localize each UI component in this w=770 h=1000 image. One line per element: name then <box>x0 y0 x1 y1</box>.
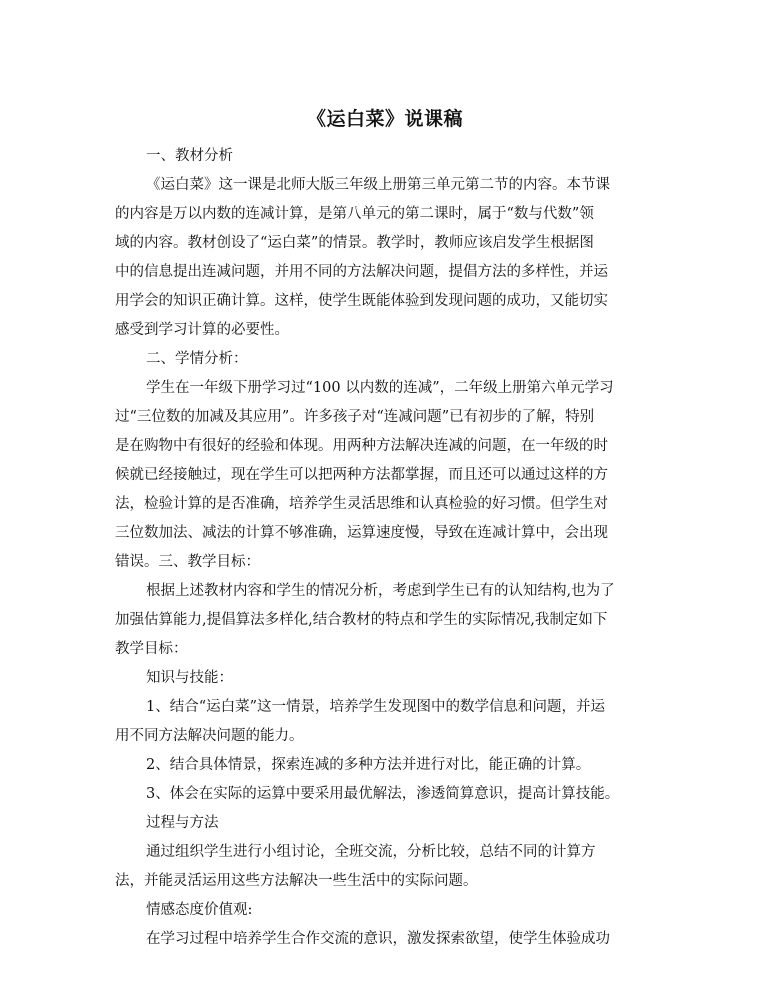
text-line: 用学会的知识正确计算。这样，使学生既能体验到发现问题的成功，又能切实 <box>115 293 608 309</box>
text-line: 过“三位数的加减及其应用”。许多孩子对“连减问题”已有初步的了解，特别 <box>115 409 595 425</box>
text-line: 3、体会在实际的运算中要采用最优解法，渗透简算意识，提高计算技能。 <box>146 786 620 802</box>
section-heading: 二、学情分析： <box>146 351 248 367</box>
text-line: 教学目标： <box>115 641 188 657</box>
text-line: 用不同方法解决问题的能力。 <box>115 728 304 744</box>
text-line: 在学习过程中培养学生合作交流的意识，激发探索欲望，使学生体验成功 <box>146 931 610 947</box>
text-line: 通过组织学生进行小组讨论，全班交流，分析比较，总结不同的计算方 <box>146 844 596 860</box>
subsection-heading: 知识与技能： <box>146 670 233 686</box>
text-line: 是在购物中有很好的经验和体现。用两种方法解决连减的问题，在一年级的时 <box>115 438 608 454</box>
text-line: 根据上述教材内容和学生的情况分析，考虑到学生已有的认知结构,也为了 <box>146 583 615 599</box>
text-line: 2、结合具体情景，探索连减的多种方法并进行对比，能正确的计算。 <box>146 757 591 773</box>
section-heading: 一、教材分析 <box>146 148 233 164</box>
text-line: 的内容是万以内数的连减计算，是第八单元的第二课时，属于“数与代数”领 <box>115 206 594 222</box>
text-line: 法，检验计算的是否准确，培养学生灵活思维和认真检验的好习惯。但学生对 <box>115 496 608 512</box>
text-line: 1、结合“运白菜”这一情景，培养学生发现图中的数学信息和问题，并运 <box>146 699 606 715</box>
page-title: 《运白菜》说课稿 <box>306 108 463 130</box>
text-line: 法，并能灵活运用这些方法解决一些生活中的实际问题。 <box>115 873 478 889</box>
text-line: 三位数加法、减法的计算不够准确，运算速度慢，导致在连减计算中，会出现 <box>115 525 608 541</box>
subsection-heading: 过程与方法 <box>146 815 219 831</box>
text-line: 中的信息提出连减问题，并用不同的方法解决问题，提倡方法的多样性，并运 <box>115 264 608 280</box>
text-line: 加强估算能力,提倡算法多样化,结合教材的特点和学生的实际情况,我制定如下 <box>115 612 608 628</box>
text-line: 《运白菜》这一课是北师大版三年级上册第三单元第二节的内容。本节课 <box>146 177 610 193</box>
subsection-heading: 情感态度价值观: <box>146 902 253 918</box>
text-line: 错误。三、教学目标： <box>115 554 260 570</box>
text-line: 域的内容。教材创设了“运白菜”的情景。教学时，教师应该启发学生根据图 <box>115 235 594 251</box>
text-line: 学生在一年级下册学习过“100 以内数的连减”，二年级上册第六单元学习 <box>146 380 614 396</box>
text-line: 候就已经接触过，现在学生可以把两种方法都掌握，而且还可以通过这样的方 <box>115 467 608 483</box>
text-line: 感受到学习计算的必要性。 <box>115 322 289 338</box>
